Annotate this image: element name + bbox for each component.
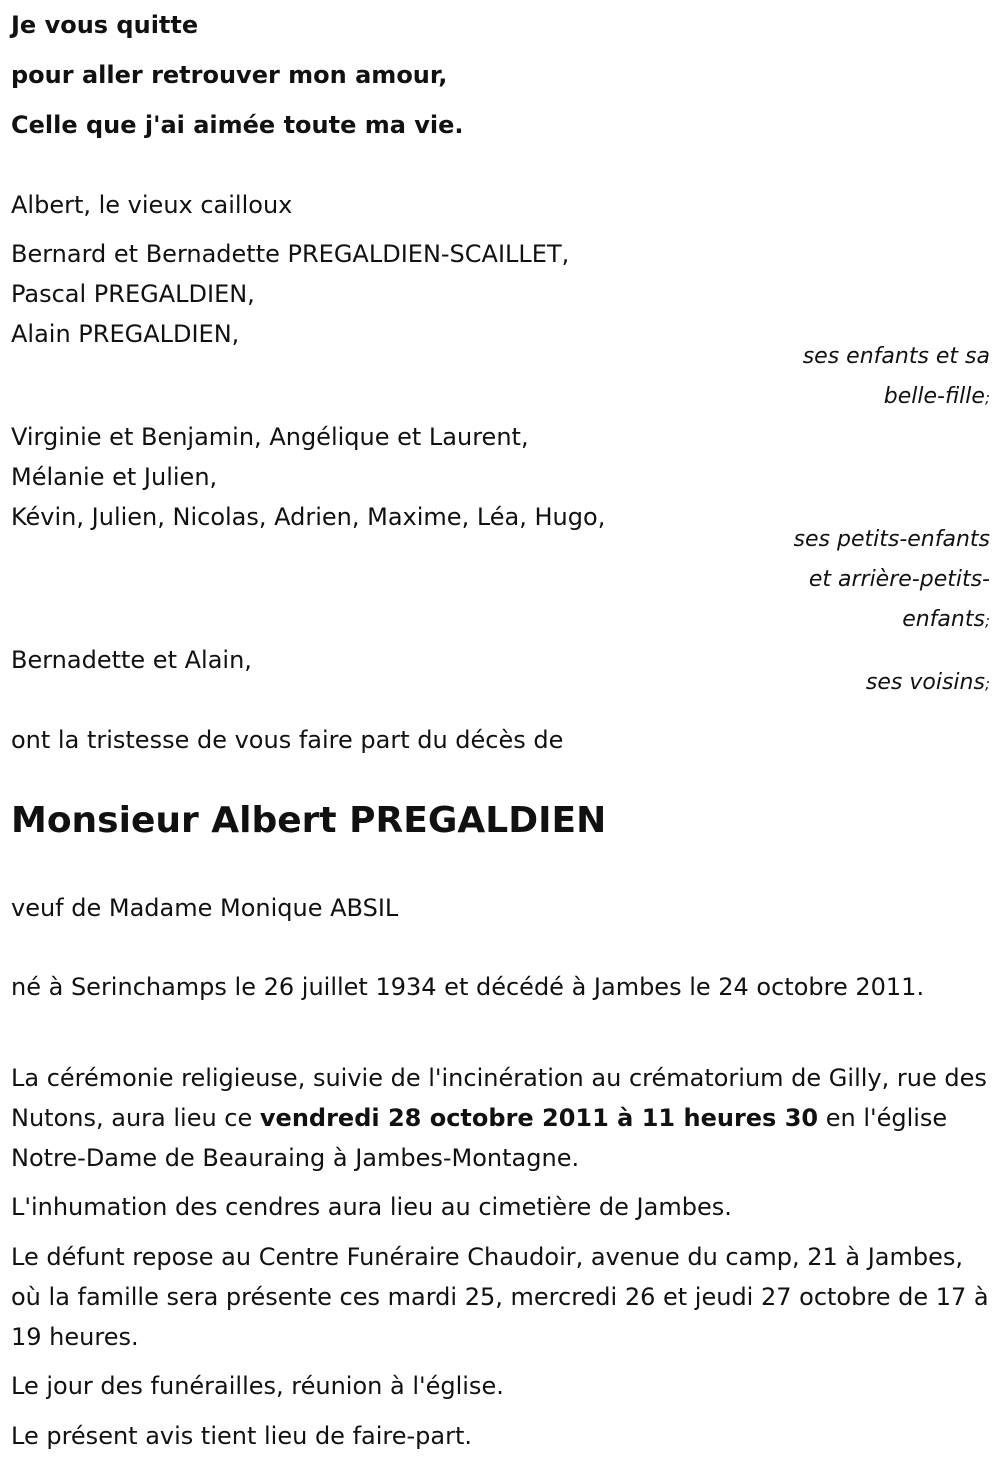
meeting: Le jour des funérailles, réunion à l'église. xyxy=(11,1372,504,1400)
poem-line-3: Celle que j'ai aimée toute ma vie. xyxy=(11,111,464,139)
neighbours-role-separator: ; xyxy=(984,675,990,693)
notice: Le présent avis tient lieu de faire-part. xyxy=(11,1422,473,1450)
grandchildren-line-3: Kévin, Julien, Nicolas, Adrien, Maxime, Léa, Hugo, xyxy=(11,503,606,531)
widower-of: veuf de Madame Monique ABSIL xyxy=(11,894,399,922)
deceased-name: Monsieur Albert PREGALDIEN xyxy=(11,800,607,841)
ceremony-text-after: en l'église Notre-Dame de Beauraing à Jambes-Montagne. xyxy=(11,1104,948,1172)
neighbours-role-line xyxy=(866,663,990,704)
grandchildren-role-line-2: et arrière-petits- xyxy=(808,567,990,592)
ceremony-date-time: vendredi 28 octobre 2011 à 11 heures 30 xyxy=(259,1104,819,1132)
children-role-separator: ; xyxy=(984,389,990,407)
grandchildren-role-text: enfants xyxy=(902,607,985,632)
ceremony-paragraph xyxy=(11,1058,991,1178)
children-line-3: Alain PREGALDIEN, xyxy=(11,320,240,348)
birth-death: né à Serinchamps le 26 juillet 1934 et décédé à Jambes le 24 octobre 2011. xyxy=(11,973,925,1001)
children-role-line-2 xyxy=(884,377,990,418)
poem-line-2: pour aller retrouver mon amour, xyxy=(11,61,448,89)
grandchildren-line-1: Virginie et Benjamin, Angélique et Laurent, xyxy=(11,423,529,451)
grandchildren-role-separator: ; xyxy=(984,612,990,630)
children-role-text: belle-fille xyxy=(883,384,985,409)
announcement: ont la tristesse de vous faire part du décès de xyxy=(11,726,564,754)
nickname: Albert, le vieux cailloux xyxy=(11,191,293,219)
children-line-1: Bernard et Bernadette PREGALDIEN-SCAILLET, xyxy=(11,240,570,268)
children-line-2: Pascal PREGALDIEN, xyxy=(11,280,255,308)
grandchildren-line-2: Mélanie et Julien, xyxy=(11,463,218,491)
visitation: Le défunt repose au Centre Funéraire Chaudoir, avenue du camp, 21 à Jambes, où la famille sera présente ces mardi 25, mercredi 26 et jeudi 27 octobre de 17 à 19 heures. xyxy=(11,1243,989,1351)
poem-line-1: Je vous quitte xyxy=(11,11,199,39)
neighbours-role-text: ses voisins xyxy=(865,670,985,695)
ceremony-text-before: La cérémonie religieuse, suivie de l'incinération au crématorium de Gilly, rue des Nutons, aura lieu ce xyxy=(11,1064,987,1132)
neighbours: Bernadette et Alain, xyxy=(11,646,252,674)
grandchildren-role-line-1: ses petits-enfants xyxy=(793,527,990,552)
burial: L'inhumation des cendres aura lieu au cimetière de Jambes. xyxy=(11,1193,732,1221)
children-role-line-1: ses enfants et sa xyxy=(802,344,990,369)
grandchildren-role-line-3 xyxy=(902,600,990,641)
